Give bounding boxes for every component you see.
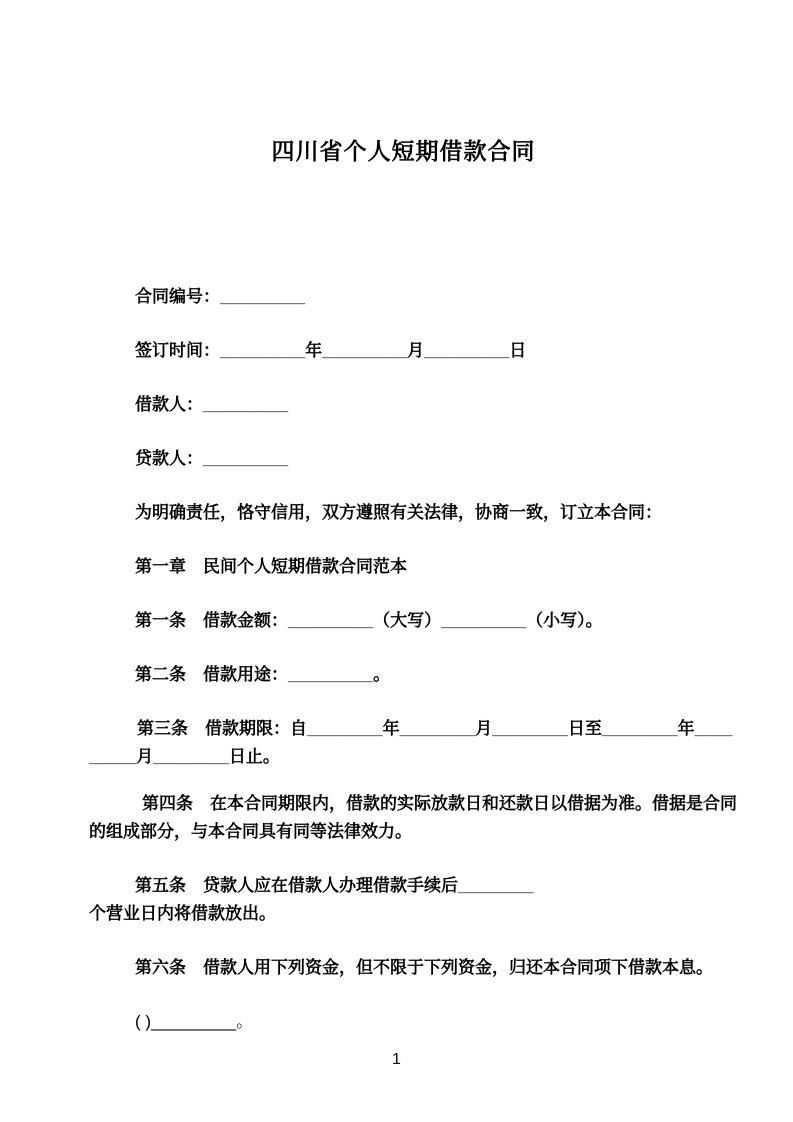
para-article-3-line2: _____月________日止。 [89, 747, 280, 766]
para-preamble: 为明确责任，恪守信用，双方遵照有关法律，协商一致，订立本合同： [135, 503, 662, 522]
para-article-4 [89, 790, 737, 846]
page-number: 1 [392, 1051, 401, 1068]
para-lender: 贷款人：_________ [135, 449, 289, 468]
para-borrower: 借款人：_________ [135, 395, 289, 414]
para-article-2: 第二条 借款用途：_________。 [135, 665, 391, 684]
para-article-5: 第五条 贷款人应在借款人办理借款手续后________个营业日内将借款放出。 [89, 876, 534, 923]
document-title: 四川省个人短期借款合同 [271, 138, 536, 164]
para-article-4-line2: 的组成部分，与本合同具有同等法律效力。 [89, 822, 412, 841]
para-article-3 [89, 715, 733, 771]
document-body [89, 283, 737, 1036]
para-article-1: 第一条 借款金额：_________（大写）_________（小写）。 [135, 611, 603, 630]
para-article-4-line1: 第四条 在本合同期限内，借款的实际放款日和还款日以借据为准。借据是合同 [142, 794, 737, 813]
para-article-3-line1: 第三条 借款期限：自________年________月________日至________年____ [137, 719, 733, 738]
para-contract-number: 合同编号：_________ [135, 287, 306, 306]
para-article-6: 第六条 借款人用下列资金，但不限于下列资金，归还本合同项下借款本息。 [135, 958, 713, 977]
para-signing-date: 签订时间：_________年_________月_________日 [135, 341, 527, 360]
para-chapter-1: 第一章 民间个人短期借款合同范本 [135, 557, 407, 576]
para-repayment-source-item: ( )_________。 [135, 1012, 254, 1031]
